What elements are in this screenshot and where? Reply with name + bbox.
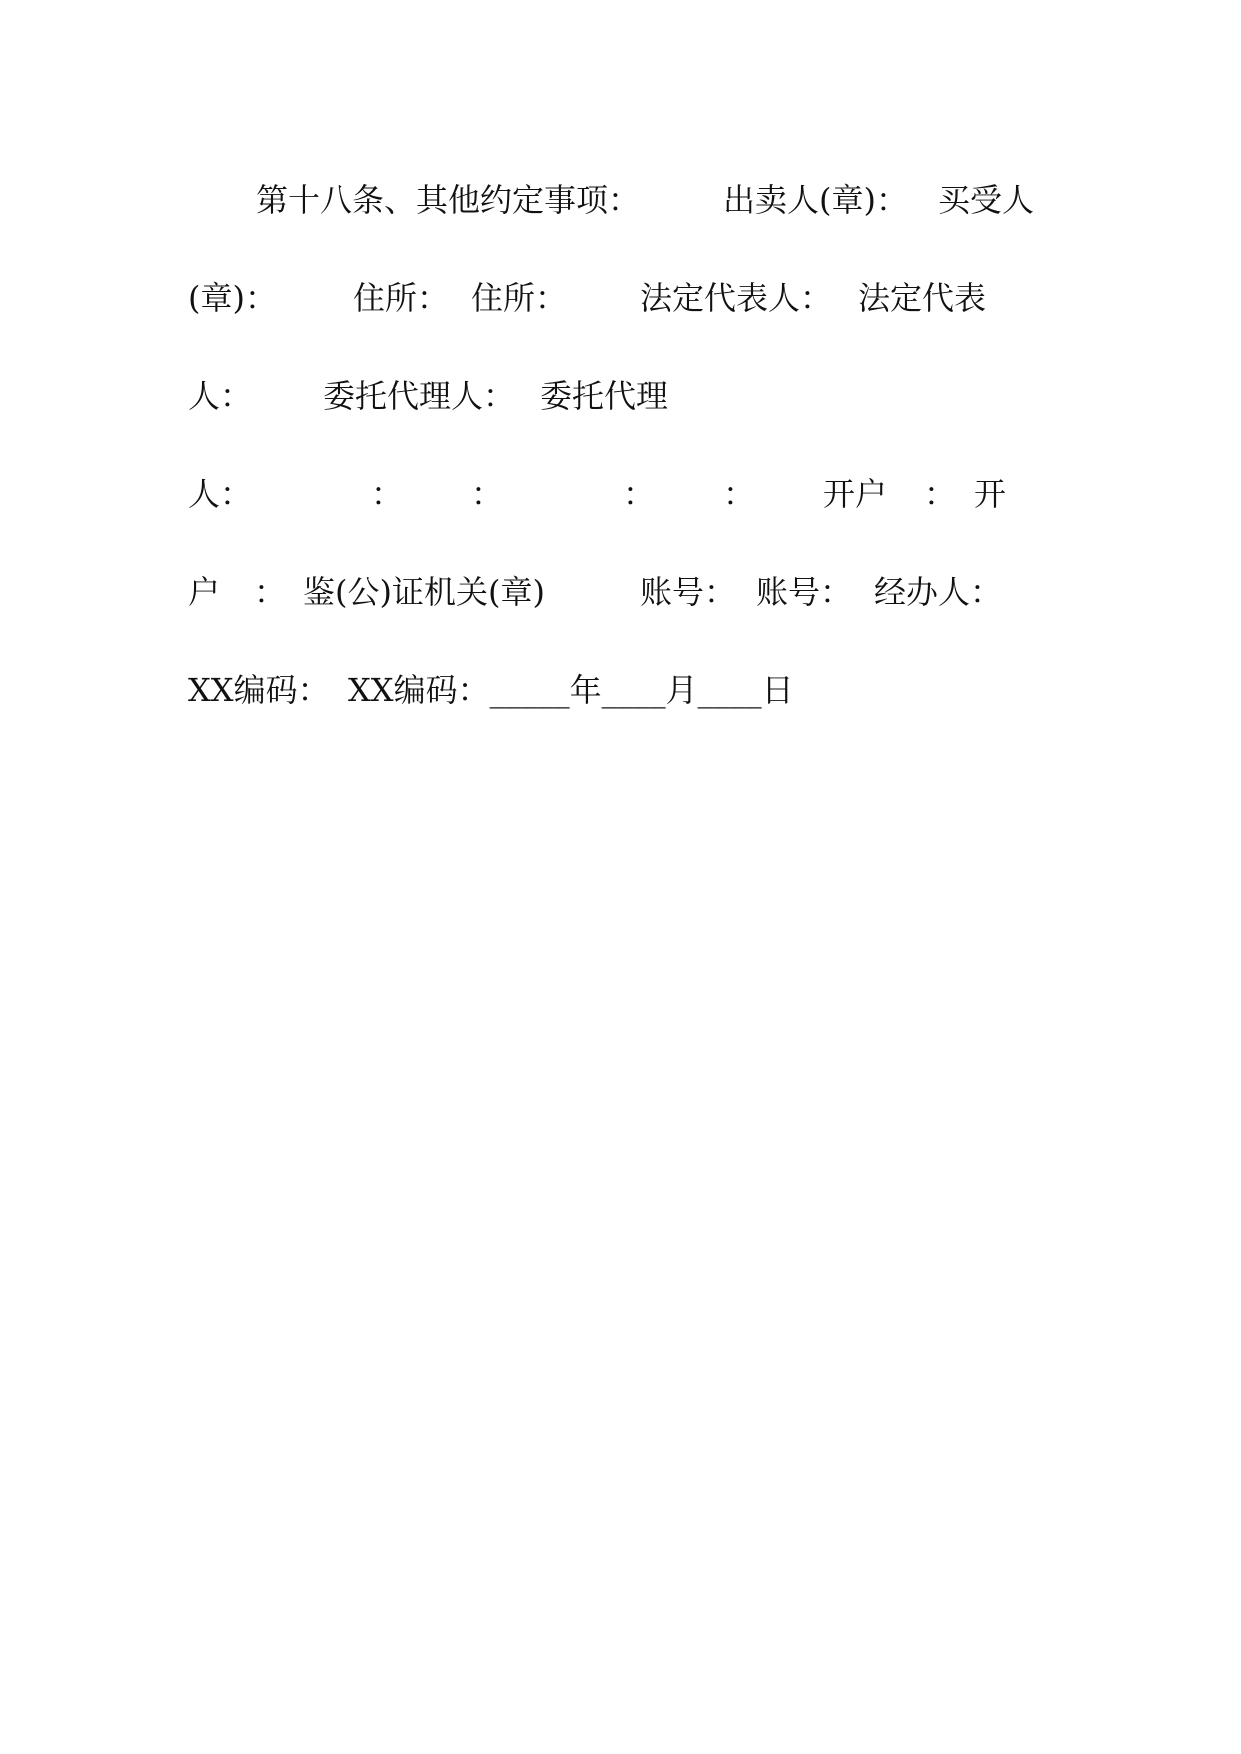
buyer-address-label: 住所： <box>471 279 568 317</box>
seller-legal-rep-label: 法定代表人： <box>640 279 833 317</box>
buyer-fax-colon: ： <box>723 475 756 513</box>
buyer-bank-label-end: 户 <box>188 573 221 611</box>
buyer-bank-label-part: 开 <box>974 475 1007 513</box>
seller-bank-label: 开户 <box>823 475 888 513</box>
buyer-bank-colon: ： <box>254 573 287 611</box>
text-line-5 <box>188 562 1068 660</box>
seller-seal-label: 出卖人(章)： <box>723 181 908 219</box>
text-line-3 <box>188 366 1068 464</box>
text-line-1 <box>188 170 1068 268</box>
seller-phone-colon: ： <box>371 475 404 513</box>
text-line-2 <box>188 268 1068 366</box>
buyer-agent-label-part: 委托代理 <box>540 377 669 415</box>
buyer-agent-label-end: 人： <box>188 475 253 513</box>
handler-label: 经办人： <box>874 573 1003 611</box>
buyer-seal-label-part: (章)： <box>188 279 277 317</box>
seller-fax-colon: ： <box>623 475 656 513</box>
buyer-legal-rep-label-part: 法定代表 <box>858 279 987 317</box>
buyer-account-label: 账号： <box>756 573 853 611</box>
seller-bank-colon: ： <box>924 475 957 513</box>
seller-address-label: 住所： <box>353 279 450 317</box>
seller-account-label: 账号： <box>640 573 737 611</box>
contract-signature-section <box>188 170 1068 758</box>
seller-agent-label: 委托代理人： <box>323 377 516 415</box>
seller-postcode-label: XX编码： <box>188 671 330 709</box>
buyer-label-part: 买受人 <box>938 181 1035 219</box>
buyer-legal-rep-label-end: 人： <box>188 377 253 415</box>
buyer-phone-colon: ： <box>471 475 504 513</box>
notary-office-seal-label: 鉴(公)证机关(章) <box>303 573 545 611</box>
text-line-6 <box>188 660 1068 758</box>
buyer-postcode-date-line: XX编码：_____年____月____日 <box>348 671 794 709</box>
clause-18-heading: 第十八条、其他约定事项： <box>256 181 641 219</box>
text-line-4 <box>188 464 1068 562</box>
